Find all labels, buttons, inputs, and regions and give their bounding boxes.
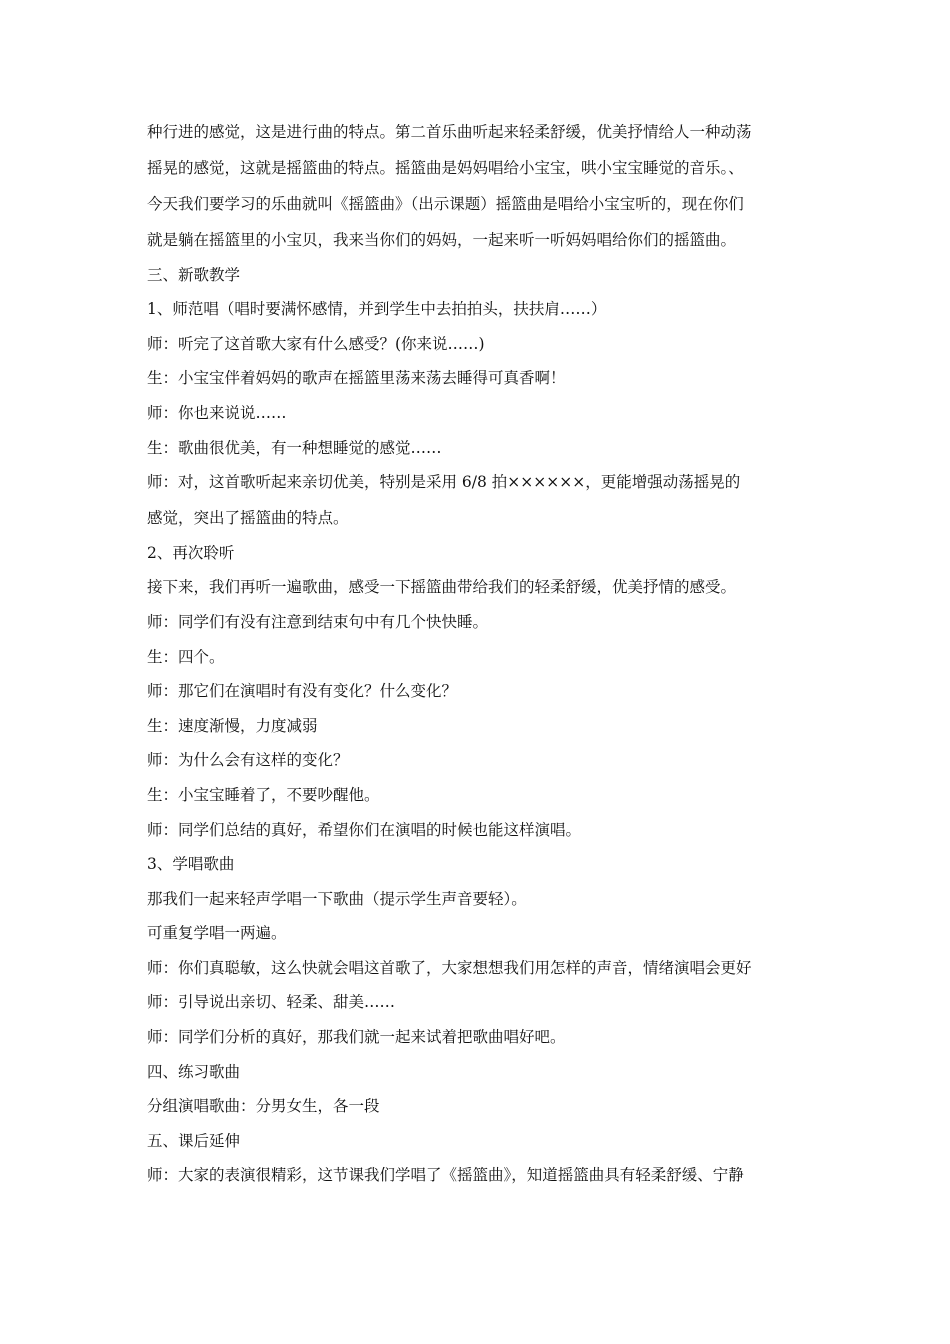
subsection-heading: 3、学唱歌曲 xyxy=(147,855,235,874)
dialogue-line: 生：歌曲很优美，有一种想睡觉的感觉…… xyxy=(147,438,442,457)
dialogue-line: 生：四个。 xyxy=(147,647,225,666)
text-line: 种行进的感觉，这是进行曲的特点。第二首乐曲听起来轻柔舒缓，优美抒情给人一种动荡 xyxy=(147,123,752,141)
dialogue-line: 师：大家的表演很精彩，这节课我们学唱了《摇篮曲》，知道摇篮曲具有轻柔舒缓、宁静 xyxy=(147,1166,744,1185)
dialogue-line: 师：为什么会有这样的变化？ xyxy=(147,751,349,770)
text-line: 那我们一起来轻声学唱一下歌曲（提示学生声音要轻）。 xyxy=(147,889,527,908)
dialogue-line: 生：速度渐慢，力度减弱 xyxy=(147,716,318,735)
section-heading: 四、练习歌曲 xyxy=(147,1062,241,1081)
text-line: 分组演唱歌曲：分男女生，各一段 xyxy=(147,1097,380,1116)
section-heading: 五、课后延伸 xyxy=(147,1131,241,1150)
subsection-heading: 1、师范唱（唱时要满怀感情，并到学生中去拍拍头，扶扶肩……） xyxy=(147,300,607,319)
dialogue-line: 师：对，这首歌听起来亲切优美，特别是采用 6/8 拍××××××，更能增强动荡摇晃的 xyxy=(147,473,741,492)
dialogue-line: 师：听完了这首歌大家有什么感受？(你来说……) xyxy=(147,334,485,353)
document-body xyxy=(147,122,817,1185)
dialogue-line: 师：那它们在演唱时有没有变化？什么变化？ xyxy=(147,682,458,701)
dialogue-line: 生：小宝宝伴着妈妈的歌声在摇篮里荡来荡去睡得可真香啊！ xyxy=(147,369,566,388)
text-line: 摇晃的感觉，这就是摇篮曲的特点。摇篮曲是妈妈唱给小宝宝，哄小宝宝睡觉的音乐。、 xyxy=(147,159,744,177)
dialogue-line: 师：引导说出亲切、轻柔、甜美…… xyxy=(147,993,396,1012)
dialogue-line: 生：小宝宝睡着了，不要吵醒他。 xyxy=(147,785,380,804)
dialogue-line: 师：同学们总结的真好，希望你们在演唱的时候也能这样演唱。 xyxy=(147,820,582,839)
dialogue-line: 师：你们真聪敏，这么快就会唱这首歌了，大家想想我们用怎样的声音，情绪演唱会更好 xyxy=(147,958,752,977)
dialogue-line: 感觉，突出了摇篮曲的特点。 xyxy=(147,509,349,528)
dialogue-line: 师：同学们分析的真好，那我们就一起来试着把歌曲唱好吧。 xyxy=(147,1028,566,1047)
dialogue-line: 师：你也来说说…… xyxy=(147,403,287,422)
text-line: 今天我们要学习的乐曲就叫《摇篮曲》（出示课题）摇篮曲是唱给小宝宝听的，现在你们 xyxy=(147,195,744,213)
subsection-heading: 2、再次聆听 xyxy=(147,543,235,562)
text-line: 就是躺在摇篮里的小宝贝，我来当你们的妈妈，一起来听一听妈妈唱给你们的摇篮曲。 xyxy=(147,231,737,249)
dialogue-line: 师：同学们有没有注意到结束句中有几个快快睡。 xyxy=(147,612,489,631)
text-line: 接下来，我们再听一遍歌曲，感受一下摇篮曲带给我们的轻柔舒缓，优美抒情的感受。 xyxy=(147,578,737,597)
text-line: 可重复学唱一两遍。 xyxy=(147,924,287,943)
section-heading: 三、新歌教学 xyxy=(147,265,241,284)
